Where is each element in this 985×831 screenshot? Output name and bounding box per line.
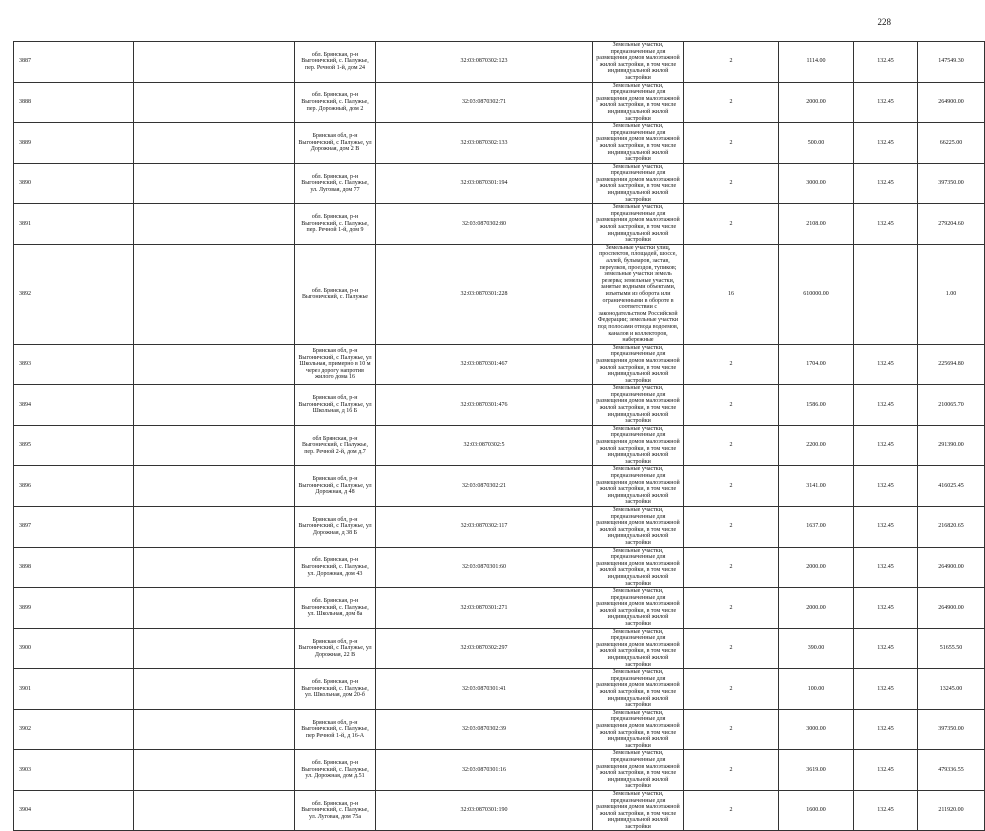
cadastral-value-cell: 225694.80 [918,344,985,385]
row-number: 3887 [14,42,134,83]
cadastral-value-cell: 279204.60 [918,204,985,245]
address-cell: Брянская обл, р-н Выгоничский, с Палужье, ул Дорожная, дом 2 В [295,123,376,164]
specific-value-cell: 132.45 [854,628,918,669]
cadastral-value-cell: 264900.00 [918,588,985,629]
group-number-cell: 2 [684,506,779,547]
cadastral-number-cell: 32:03:0870301:476 [376,385,593,426]
table-row [14,506,985,547]
cadastral-value-cell: 147549.30 [918,42,985,83]
cadastral-number-cell: 32:03:0870301:16 [376,750,593,791]
address-cell: обл. Брянская, р-н Выгоничский, с. Палужье, ул. Дорожная, дом д.51 [295,750,376,791]
area-cell: 3000.00 [779,709,854,750]
cadastral-value-cell: 51655.50 [918,628,985,669]
cadastral-value-cell: 416025.45 [918,466,985,507]
table-row [14,750,985,791]
row-number: 3893 [14,344,134,385]
land-use-cell: Земельные участки, предназначенные для размещения домов малоэтажной жилой застройки, в том числе индивидуальной жилой застройки [593,42,684,83]
address-cell: обл. Брянская, р-н Выгоничский, с. Палужье, ул. Школьная, дом 8а [295,588,376,629]
land-use-cell: Земельные участки, предназначенные для размещения домов малоэтажной жилой застройки, в том числе индивидуальной жилой застройки [593,547,684,588]
empty-cell [134,466,295,507]
specific-value-cell [854,244,918,344]
land-use-cell: Земельные участки, предназначенные для размещения домов малоэтажной жилой застройки, в том числе индивидуальной жилой застройки [593,385,684,426]
land-use-cell: Земельные участки, предназначенные для размещения домов малоэтажной жилой застройки, в том числе индивидуальной жилой застройки [593,709,684,750]
cadastral-number-cell: 32:03:0870301:60 [376,547,593,588]
area-cell: 2000.00 [779,82,854,123]
area-cell: 1600.00 [779,790,854,831]
empty-cell [134,244,295,344]
address-cell: обл. Брянская, р-н Выгоничский, с. Палужье, пер. Речной 1-й, дом 24 [295,42,376,83]
row-number: 3901 [14,669,134,710]
table-row [14,204,985,245]
cadastral-number-cell: 32:03:0870301:41 [376,669,593,710]
group-number-cell: 2 [684,163,779,204]
empty-cell [134,163,295,204]
area-cell: 2000.00 [779,588,854,629]
area-cell: 3141.00 [779,466,854,507]
table-row [14,163,985,204]
group-number-cell: 2 [684,82,779,123]
address-cell: Брянская обл, р-н Выгоничский, с Палужье, ул Дорожная, д 48 [295,466,376,507]
specific-value-cell: 132.45 [854,385,918,426]
cadastral-number-cell: 32:03:0870301:190 [376,790,593,831]
specific-value-cell: 132.45 [854,547,918,588]
group-number-cell: 2 [684,385,779,426]
cadastral-number-cell: 32:03:0870302:5 [376,425,593,466]
row-number: 3891 [14,204,134,245]
specific-value-cell: 132.45 [854,750,918,791]
table-row [14,709,985,750]
specific-value-cell: 132.45 [854,123,918,164]
address-cell: обл. Брянская, р-н Выгоничский, с. Палужье, ул. Луговая, дом 77 [295,163,376,204]
row-number: 3892 [14,244,134,344]
address-cell: обл Брянская, р-н Выгоничский, с Палужье, пер. Речной 2-й, дом д.7 [295,425,376,466]
empty-cell [134,588,295,629]
address-cell: обл. Брянская, р-н Выгоничский, с. Палужье, пер. Речной 1-й, дом 9 [295,204,376,245]
cadastral-number-cell: 32:03:0870301:271 [376,588,593,629]
group-number-cell: 2 [684,669,779,710]
table-row [14,42,985,83]
address-cell: Брянская обл, р-н Выгоничский, с. Палужье, пер Речной 1-й, д 16-А [295,709,376,750]
specific-value-cell: 132.45 [854,163,918,204]
specific-value-cell: 132.45 [854,425,918,466]
area-cell: 2000.00 [779,547,854,588]
group-number-cell: 2 [684,425,779,466]
address-cell: Брянская обл, р-н Выгоничский, с Палужье, ул Школьная, примерно в 10 м через дорогу напротив жилого дома 16 [295,344,376,385]
area-cell: 1704.00 [779,344,854,385]
cadastral-value-cell: 397350.00 [918,163,985,204]
cadastral-value-cell: 66225.00 [918,123,985,164]
land-use-cell: Земельные участки, предназначенные для размещения домов малоэтажной жилой застройки, в том числе индивидуальной жилой застройки [593,123,684,164]
cadastral-number-cell: 32:03:0870301:194 [376,163,593,204]
group-number-cell: 2 [684,628,779,669]
specific-value-cell: 132.45 [854,466,918,507]
page-number: 228 [877,17,891,27]
row-number: 3890 [14,163,134,204]
table-row [14,244,985,344]
empty-cell [134,82,295,123]
table-row [14,547,985,588]
cadastral-value-cell: 264900.00 [918,82,985,123]
specific-value-cell: 132.45 [854,588,918,629]
row-number: 3902 [14,709,134,750]
specific-value-cell: 132.45 [854,344,918,385]
cadastral-value-cell: 216820.65 [918,506,985,547]
cadastral-value-cell: 13245.00 [918,669,985,710]
land-use-cell: Земельные участки, предназначенные для размещения домов малоэтажной жилой застройки, в том числе индивидуальной жилой застройки [593,588,684,629]
cadastral-value-table [13,41,985,831]
cadastral-number-cell: 32:03:0870302:297 [376,628,593,669]
empty-cell [134,547,295,588]
specific-value-cell: 132.45 [854,204,918,245]
table-row [14,588,985,629]
area-cell: 1586.00 [779,385,854,426]
group-number-cell: 2 [684,344,779,385]
cadastral-value-cell: 210065.70 [918,385,985,426]
address-cell: обл. Брянская, р-н Выгоничский, с. Палужье, пер. Дорожный, дом 2 [295,82,376,123]
cadastral-number-cell: 32:03:0870302:39 [376,709,593,750]
address-cell: Брянская обл, р-н Выгоничский, с Палужье, ул Дорожная, д 38 Б [295,506,376,547]
land-use-cell: Земельные участки, предназначенные для размещения домов малоэтажной жилой застройки, в том числе индивидуальной жилой застройки [593,628,684,669]
specific-value-cell: 132.45 [854,669,918,710]
cadastral-value-cell: 397350.00 [918,709,985,750]
area-cell: 3619.00 [779,750,854,791]
address-cell: Брянская обл, р-н Выгоничский, с Палужье, ул Школьная, д 16 Б [295,385,376,426]
address-cell: Брянская обл, р-н Выгоничский, с Палужье, ул Дорожная, 22 В [295,628,376,669]
land-use-cell: Земельные участки, предназначенные для размещения домов малоэтажной жилой застройки, в том числе индивидуальной жилой застройки [593,344,684,385]
table-row [14,790,985,831]
cadastral-value-cell: 479336.55 [918,750,985,791]
land-use-cell: Земельные участки, предназначенные для размещения домов малоэтажной жилой застройки, в том числе индивидуальной жилой застройки [593,204,684,245]
land-use-cell: Земельные участки, предназначенные для размещения домов малоэтажной жилой застройки, в том числе индивидуальной жилой застройки [593,466,684,507]
specific-value-cell: 132.45 [854,42,918,83]
group-number-cell: 16 [684,244,779,344]
cadastral-number-cell: 32:03:0870302:133 [376,123,593,164]
row-number: 3900 [14,628,134,669]
land-use-cell: Земельные участки улиц, проспектов, площадей, шоссе, аллей, бульваров, застав, переулков, проездов, тупиков; земельные участки земель резерва; земельные участки, занятые водными объектами, изъятыми из оборота или ограниченными в обороте в соответствии с законодательством Российской Федерации; земельные участки под полосами отвода водоемов, каналов и коллекторов, набережные [593,244,684,344]
empty-cell [134,506,295,547]
area-cell: 390.00 [779,628,854,669]
land-use-cell: Земельные участки, предназначенные для размещения домов малоэтажной жилой застройки, в том числе индивидуальной жилой застройки [593,750,684,791]
row-number: 3898 [14,547,134,588]
group-number-cell: 2 [684,204,779,245]
row-number: 3894 [14,385,134,426]
land-use-cell: Земельные участки, предназначенные для размещения домов малоэтажной жилой застройки, в том числе индивидуальной жилой застройки [593,790,684,831]
row-number: 3899 [14,588,134,629]
empty-cell [134,204,295,245]
empty-cell [134,628,295,669]
empty-cell [134,709,295,750]
group-number-cell: 2 [684,42,779,83]
cadastral-value-cell: 211920.00 [918,790,985,831]
cadastral-value-cell: 264900.00 [918,547,985,588]
land-use-cell: Земельные участки, предназначенные для размещения домов малоэтажной жилой застройки, в том числе индивидуальной жилой застройки [593,163,684,204]
table-row [14,344,985,385]
area-cell: 3000.00 [779,163,854,204]
land-use-cell: Земельные участки, предназначенные для размещения домов малоэтажной жилой застройки, в том числе индивидуальной жилой застройки [593,506,684,547]
cadastral-number-cell: 32:03:0870302:71 [376,82,593,123]
land-use-cell: Земельные участки, предназначенные для размещения домов малоэтажной жилой застройки, в том числе индивидуальной жилой застройки [593,82,684,123]
cadastral-number-cell: 32:03:0870302:117 [376,506,593,547]
table-row [14,82,985,123]
empty-cell [134,42,295,83]
area-cell: 100.00 [779,669,854,710]
empty-cell [134,790,295,831]
area-cell: 500.00 [779,123,854,164]
cadastral-number-cell: 32:03:0870301:467 [376,344,593,385]
row-number: 3903 [14,750,134,791]
land-use-cell: Земельные участки, предназначенные для размещения домов малоэтажной жилой застройки, в том числе индивидуальной жилой застройки [593,425,684,466]
address-cell: обл. Брянская, р-н Выгоничский, с. Палужье, ул. Дорожная, дом 43 [295,547,376,588]
cadastral-number-cell: 32:03:0870302:21 [376,466,593,507]
cadastral-number-cell: 32:03:0870301:228 [376,244,593,344]
group-number-cell: 2 [684,790,779,831]
table-row [14,425,985,466]
empty-cell [134,750,295,791]
row-number: 3896 [14,466,134,507]
table-row [14,385,985,426]
group-number-cell: 2 [684,123,779,164]
row-number: 3889 [14,123,134,164]
address-cell: обл. Брянская, р-н Выгоничский, с. Палужье, ул. Луговая, дом 75а [295,790,376,831]
table-row [14,669,985,710]
row-number: 3895 [14,425,134,466]
area-cell: 2200.00 [779,425,854,466]
area-cell: 2108.00 [779,204,854,245]
area-cell: 1114.00 [779,42,854,83]
row-number: 3888 [14,82,134,123]
group-number-cell: 2 [684,588,779,629]
cadastral-value-cell: 1.00 [918,244,985,344]
empty-cell [134,123,295,164]
group-number-cell: 2 [684,750,779,791]
cadastral-number-cell: 32:03:0870302:80 [376,204,593,245]
cadastral-value-cell: 291390.00 [918,425,985,466]
empty-cell [134,385,295,426]
specific-value-cell: 132.45 [854,506,918,547]
specific-value-cell: 132.45 [854,790,918,831]
address-cell: обл. Брянская, р-н Выгоничский, с. Палужье, ул. Школьная, дом 20-б [295,669,376,710]
group-number-cell: 2 [684,547,779,588]
empty-cell [134,425,295,466]
specific-value-cell: 132.45 [854,709,918,750]
cadastral-number-cell: 32:03:0870302:123 [376,42,593,83]
table-row [14,466,985,507]
specific-value-cell: 132.45 [854,82,918,123]
empty-cell [134,669,295,710]
table-row [14,123,985,164]
row-number: 3904 [14,790,134,831]
group-number-cell: 2 [684,709,779,750]
row-number: 3897 [14,506,134,547]
empty-cell [134,344,295,385]
area-cell: 1637.00 [779,506,854,547]
land-use-cell: Земельные участки, предназначенные для размещения домов малоэтажной жилой застройки, в том числе индивидуальной жилой застройки [593,669,684,710]
table-row [14,628,985,669]
area-cell: 610000.00 [779,244,854,344]
address-cell: обл. Брянская, р-н Выгоничский, с. Палужье [295,244,376,344]
group-number-cell: 2 [684,466,779,507]
